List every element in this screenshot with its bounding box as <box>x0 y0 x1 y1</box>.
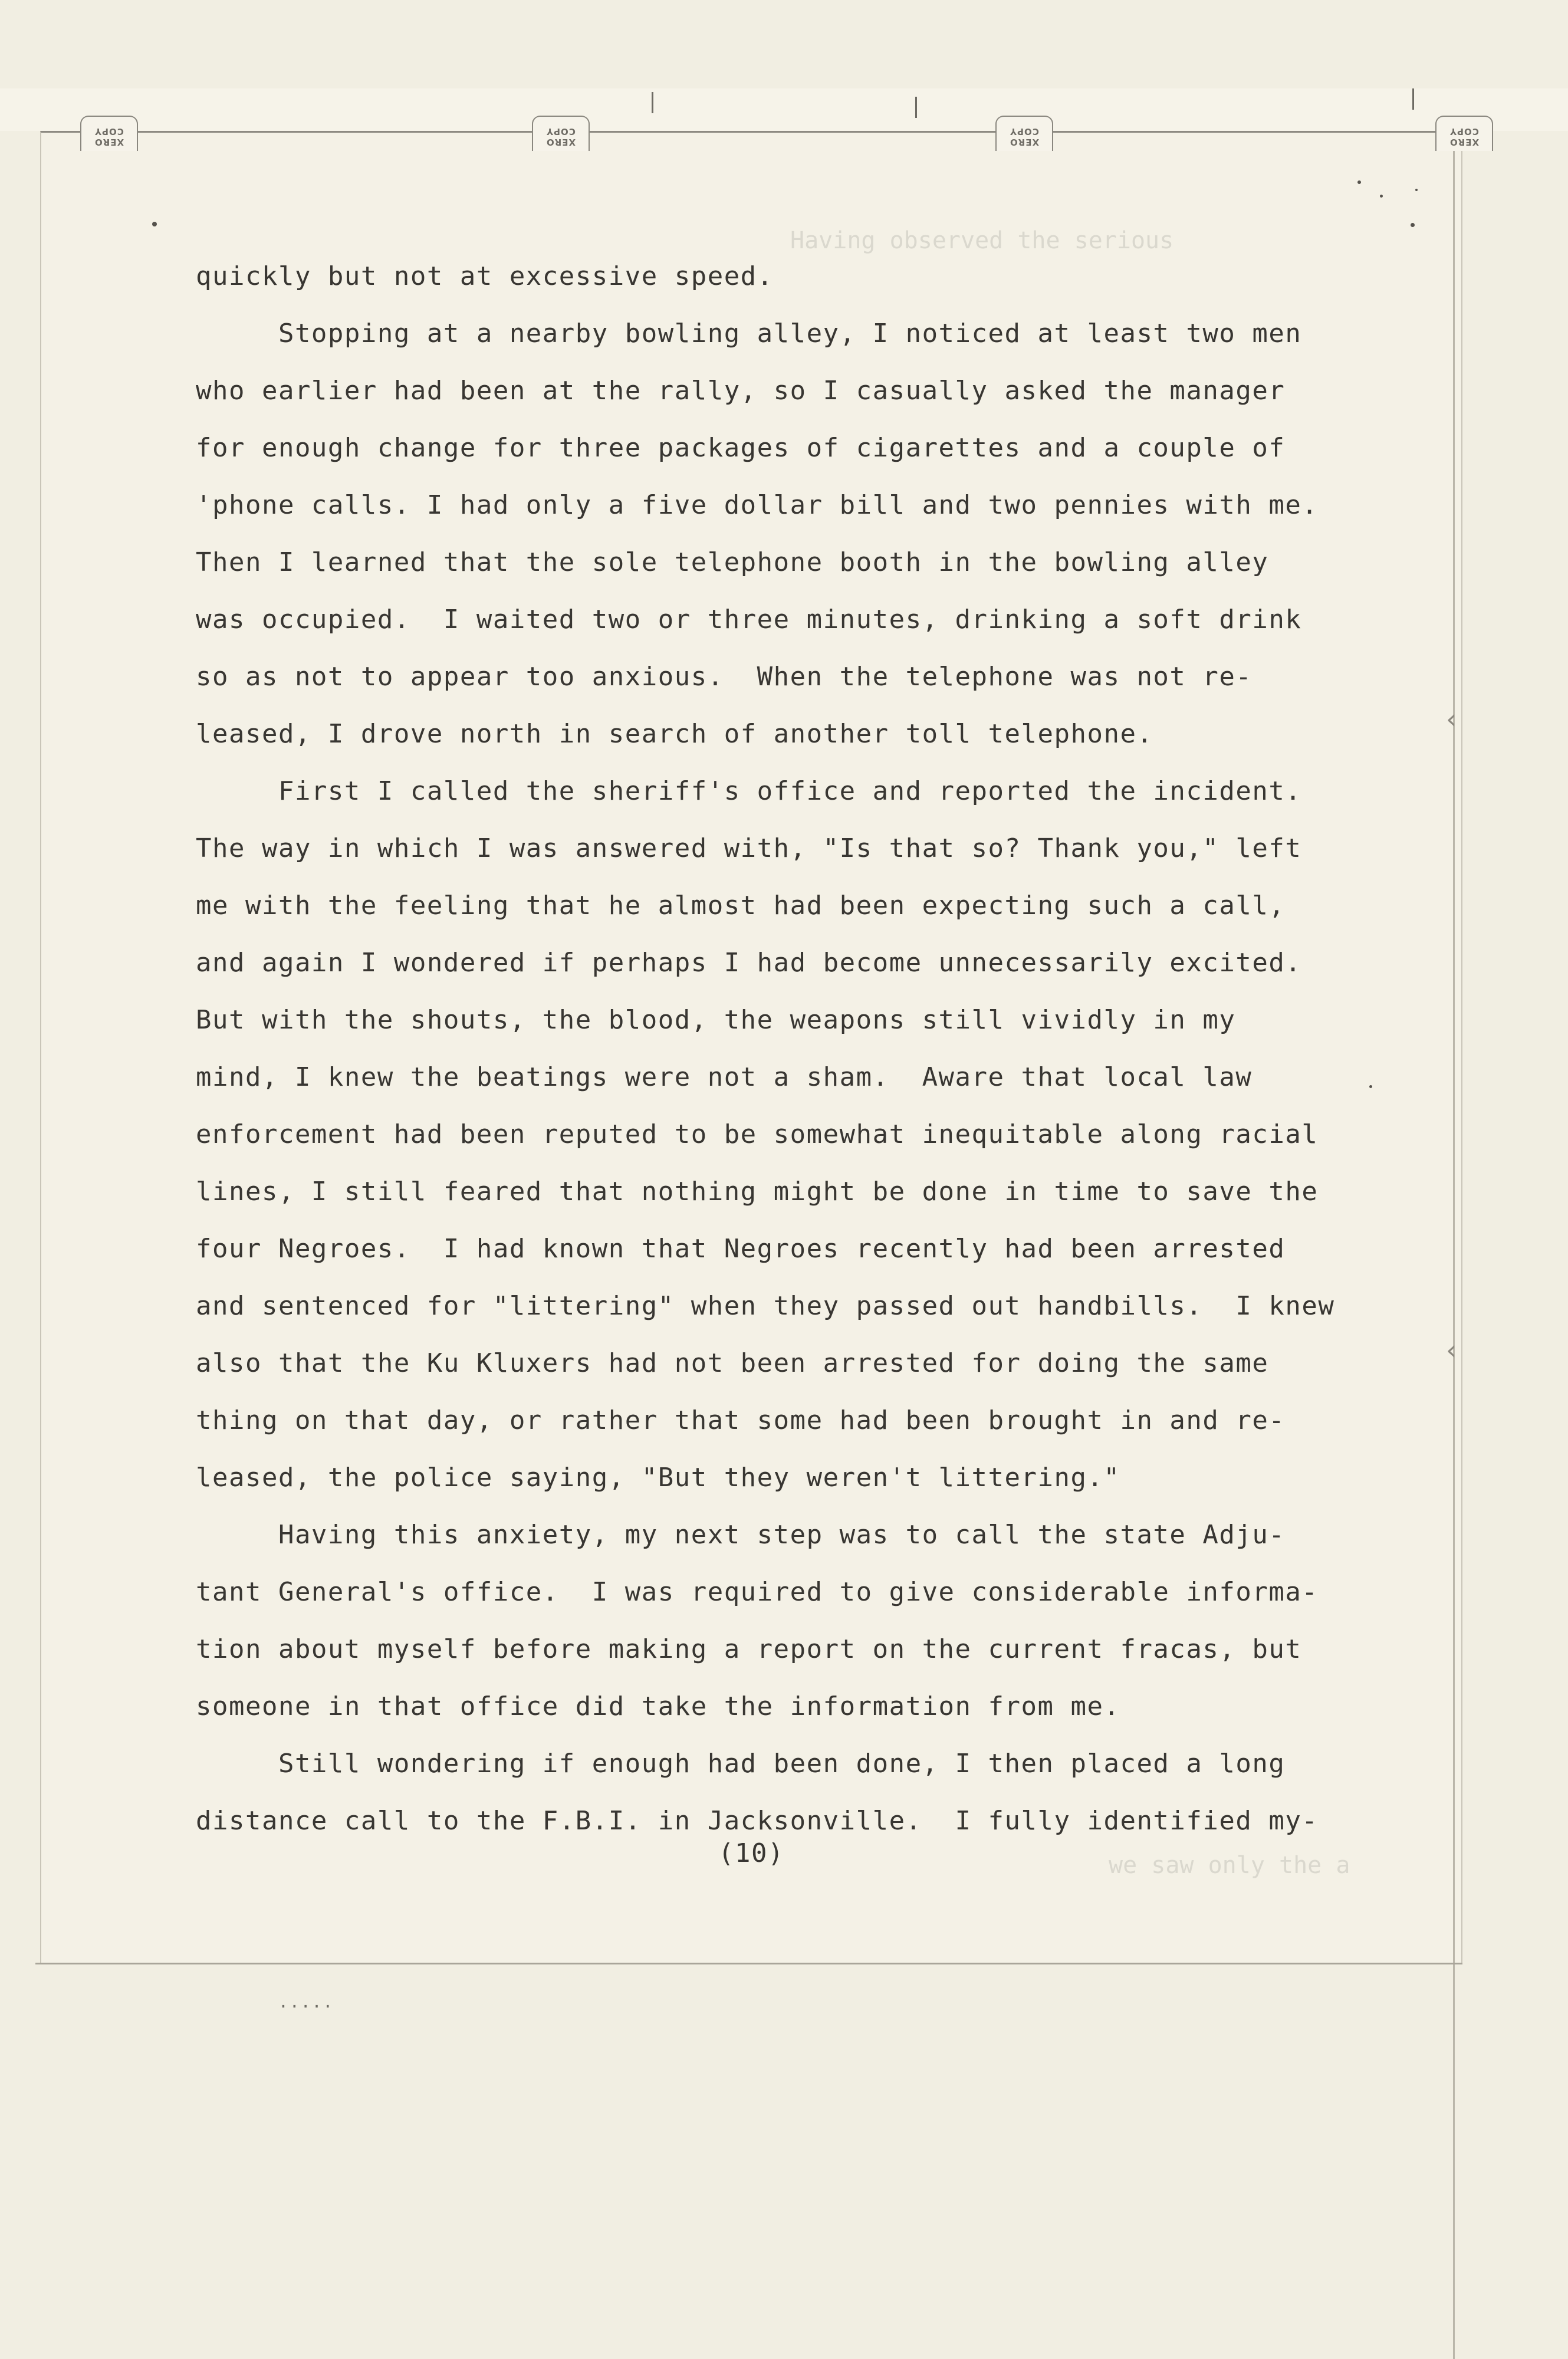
paper-speck <box>1415 189 1418 191</box>
text-line: me with the feeling that he almost had been expecting such a call, <box>196 891 1286 921</box>
text-line: lines, I still feared that nothing might be done in time to save the <box>196 1177 1319 1207</box>
paper-edge-notch: ‹ <box>1446 703 1457 735</box>
page-edge-shadow <box>1453 133 1455 2359</box>
paper-speck <box>1357 180 1361 184</box>
text-line: Then I learned that the sole telephone booth in the bowling alley <box>196 547 1269 577</box>
text-line: who earlier had been at the rally, so I casually asked the manager <box>196 376 1286 406</box>
text-line: so as not to appear too anxious. When the telephone was not re- <box>196 662 1253 692</box>
text-line: Stopping at a nearby bowling alley, I noticed at least two men <box>196 318 1302 349</box>
text-line: But with the shouts, the blood, the weapons still vividly in my <box>196 1005 1236 1035</box>
text-line: thing on that day, or rather that some had been brought in and re- <box>196 1405 1286 1435</box>
text-line: The way in which I was answered with, "Is that so? Thank you," left <box>196 833 1302 863</box>
bottom-dot-marks: ..... <box>278 1992 334 2012</box>
bleed-through-text: we saw only the a <box>1109 1852 1350 1879</box>
text-line: First I called the sheriff's office and reported the incident. <box>196 776 1302 806</box>
page-number: (10) <box>718 1838 784 1868</box>
bleed-through-text: Having observed the serious <box>790 227 1174 254</box>
page-bottom-edge <box>35 1963 1462 1964</box>
text-line: Still wondering if enough had been done, I then placed a long <box>196 1749 1286 1779</box>
xerox-copy-stamp: XERO COPY <box>532 116 590 151</box>
text-line: was occupied. I waited two or three minutes, drinking a soft drink <box>196 604 1302 635</box>
xerox-copy-stamp: XERO COPY <box>995 116 1053 151</box>
text-line: quickly but not at excessive speed. <box>196 261 774 291</box>
text-line: someone in that office did take the information from me. <box>196 1691 1120 1721</box>
paper-speck <box>1411 223 1415 227</box>
text-line: enforcement had been reputed to be somewhat inequitable along racial <box>196 1119 1319 1149</box>
text-line: and sentenced for "littering" when they passed out handbills. I knew <box>196 1291 1335 1321</box>
text-line: tant General's office. I was required to give considerable informa- <box>196 1577 1319 1607</box>
xerox-copy-stamp: XERO COPY <box>1435 116 1493 151</box>
clip-mark <box>1412 88 1414 110</box>
text-line: Having this anxiety, my next step was to call the state Adju- <box>196 1520 1286 1550</box>
text-line: leased, I drove north in search of another toll telephone. <box>196 719 1153 749</box>
xerox-copy-stamp: XERO COPY <box>80 116 138 151</box>
text-line: leased, the police saying, "But they weren't littering." <box>196 1463 1120 1493</box>
paper-speck <box>1369 1085 1372 1088</box>
typed-text-body <box>196 248 1357 1849</box>
paper-speck <box>152 222 157 226</box>
text-line: 'phone calls. I had only a five dollar bill and two pennies with me. <box>196 490 1319 520</box>
text-line: four Negroes. I had known that Negroes recently had been arrested <box>196 1234 1286 1264</box>
text-line: for enough change for three packages of cigarettes and a couple of <box>196 433 1286 463</box>
text-line: also that the Ku Kluxers had not been arrested for doing the same <box>196 1348 1269 1378</box>
top-paper-strip <box>0 88 1568 131</box>
paper-speck <box>1380 195 1383 198</box>
text-line: distance call to the F.B.I. in Jacksonville. I fully identified my- <box>196 1806 1319 1836</box>
clip-mark <box>915 97 917 118</box>
paper-edge-notch: ‹ <box>1446 1334 1457 1366</box>
text-line: and again I wondered if perhaps I had become unnecessarily excited. <box>196 948 1302 978</box>
text-line: tion about myself before making a report on the current fracas, but <box>196 1634 1302 1664</box>
text-line: mind, I knew the beatings were not a sham. Aware that local law <box>196 1062 1253 1092</box>
clip-mark <box>652 92 653 113</box>
